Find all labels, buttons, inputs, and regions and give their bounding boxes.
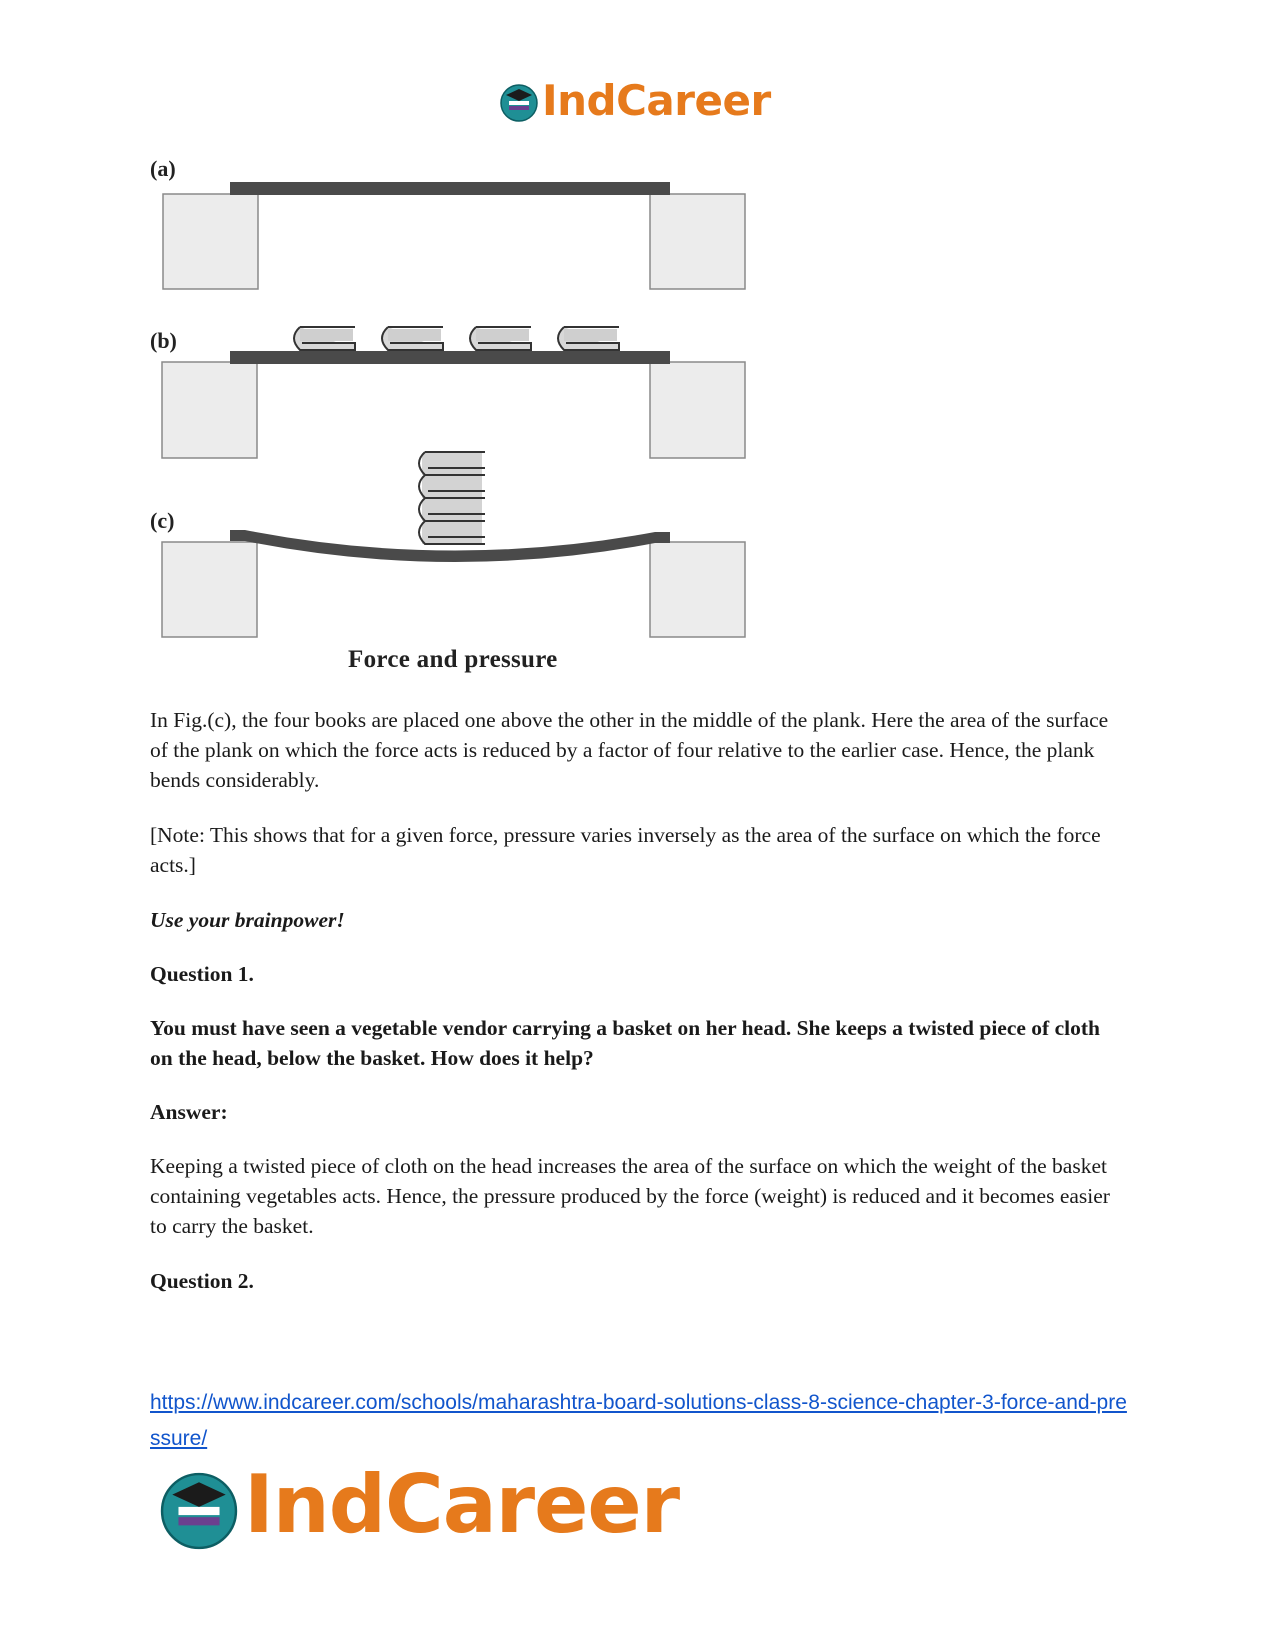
answer-label: Answer: xyxy=(150,1100,228,1124)
globe-graduation-icon xyxy=(160,1472,238,1550)
support-block xyxy=(650,362,745,458)
indcareer-logo-bottom[interactable] xyxy=(160,1458,720,1566)
plank xyxy=(230,182,670,195)
support-block xyxy=(650,194,745,289)
indcareer-logo-top[interactable] xyxy=(500,78,800,134)
question-1-text: You must have seen a vegetable vendor carrying a basket on her head. She keeps a twisted piece of cloth on the head, below the basket. How does it help? xyxy=(150,1016,1100,1070)
book xyxy=(470,327,531,350)
support-block xyxy=(162,542,257,637)
support-block xyxy=(650,542,745,637)
section-heading-brainpower: Use your brainpower! xyxy=(150,908,345,932)
figure-caption: Force and pressure xyxy=(348,646,558,673)
book-stack xyxy=(419,452,485,544)
book xyxy=(558,327,619,350)
figure-illustration xyxy=(150,150,810,690)
support-block xyxy=(163,194,258,289)
logo-wordmark: IndCareer xyxy=(542,76,771,125)
force-pressure-figure xyxy=(150,150,810,690)
paragraph-note: [Note: This shows that for a given force, pressure varies inversely as the area of the surface on which the force acts.] xyxy=(150,823,1101,877)
figure-label-c: (c) xyxy=(150,508,175,533)
question-1-label: Question 1. xyxy=(150,962,254,986)
figure-label-a: (a) xyxy=(150,156,176,181)
paragraph-fig-c: In Fig.(c), the four books are placed one above the other in the middle of the plank. Here the area of the surface of the plank on which the force acts is reduced by a factor of four relative to the earlier case. Hence, the plank bends considerably. xyxy=(150,708,1109,792)
answer-text: Keeping a twisted piece of cloth on the head increases the area of the surface on which the weight of the basket containing vegetables acts. Hence, the pressure produced by the force (weight) is reduced and it becomes easier to carry the basket. xyxy=(150,1154,1110,1238)
book xyxy=(382,327,443,350)
logo-wordmark: IndCareer xyxy=(244,1458,680,1551)
plank xyxy=(230,351,670,364)
support-block xyxy=(162,362,257,458)
book xyxy=(294,327,355,350)
source-url-link[interactable]: https://www.indcareer.com/schools/maharashtra-board-solutions-class-8-science-chapter-3-force-and-pressure/ xyxy=(150,1391,1127,1450)
figure-label-b: (b) xyxy=(150,328,177,353)
globe-graduation-icon xyxy=(500,84,538,122)
question-2-label: Question 2. xyxy=(150,1269,254,1293)
